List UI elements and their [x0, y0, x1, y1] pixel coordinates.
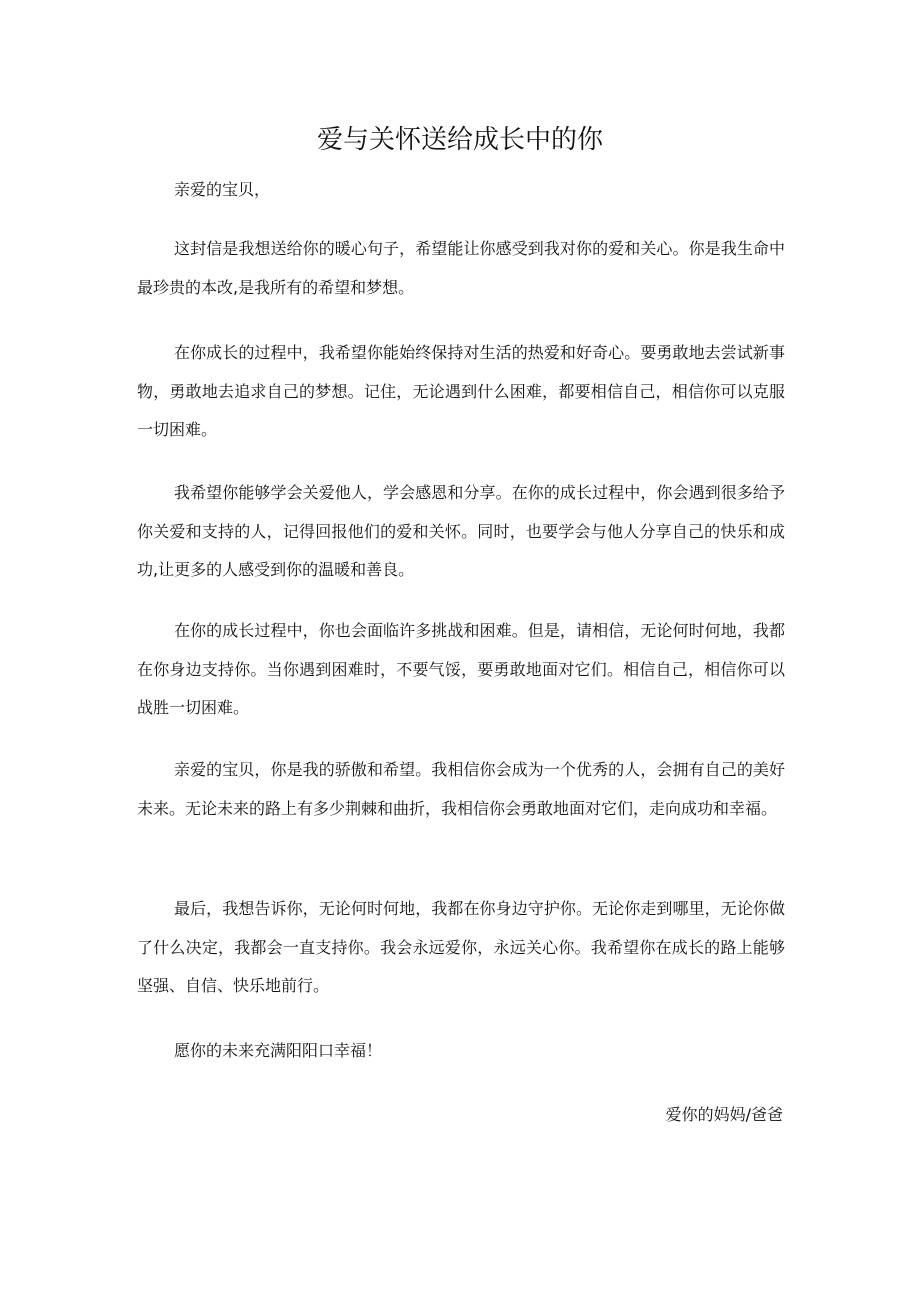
salutation: 亲爱的宝贝， [174, 180, 271, 199]
closing-wish: 愿你的未来充满阳阳口幸福！ [174, 1041, 383, 1060]
letter-title: 爱与关怀送给成长中的你 [316, 125, 603, 155]
paragraph-5: 亲爱的宝贝，你是我的骄傲和希望。我相信你会成为一个优秀的人，会拥有自己的美好未来。无论未来的路上有多少荆棘和曲折，我相信你会勇敢地面对它们，走向成功和幸福。 [137, 760, 785, 818]
paragraph-3: 我希望你能够学会关爱他人，学会感恩和分享。在你的成长过程中，你会遇到很多给予你关爱和支持的人，记得回报他们的爱和关怀。同时，也要学会与他人分享自己的快乐和成功,让更多的人感受到你的温暖和善良。 [137, 483, 785, 579]
signature: 爱你的妈妈/爸爸 [665, 1105, 783, 1124]
paragraph-1: 这封信是我想送给你的暖心句子，希望能让你感受到我对你的爱和关心。你是我生命中最珍贵的本改,是我所有的希望和梦想。 [137, 239, 785, 297]
paragraph-6: 最后，我想告诉你，无论何时何地，我都在你身边守护你。无论你走到哪里，无论你做了什么决定，我都会一直支持你。我会永远爱你，永远关心你。我希望你在成长的路上能够坚强、自信、快乐地前行。 [137, 899, 785, 995]
paragraph-2: 在你成长的过程中，我希望你能始终保持对生活的热爱和好奇心。要勇敢地去尝试新事物，勇敢地去追求自己的梦想。记住，无论遇到什么困难，都要相信自己，相信你可以克服一切困难。 [137, 343, 785, 439]
paragraph-4: 在你的成长过程中，你也会面临许多挑战和困难。但是，请相信，无论何时何地，我都在你身边支持你。当你遇到困难时，不要气馁，要勇敢地面对它们。相信自己，相信你可以战胜一切困难。 [137, 621, 785, 717]
